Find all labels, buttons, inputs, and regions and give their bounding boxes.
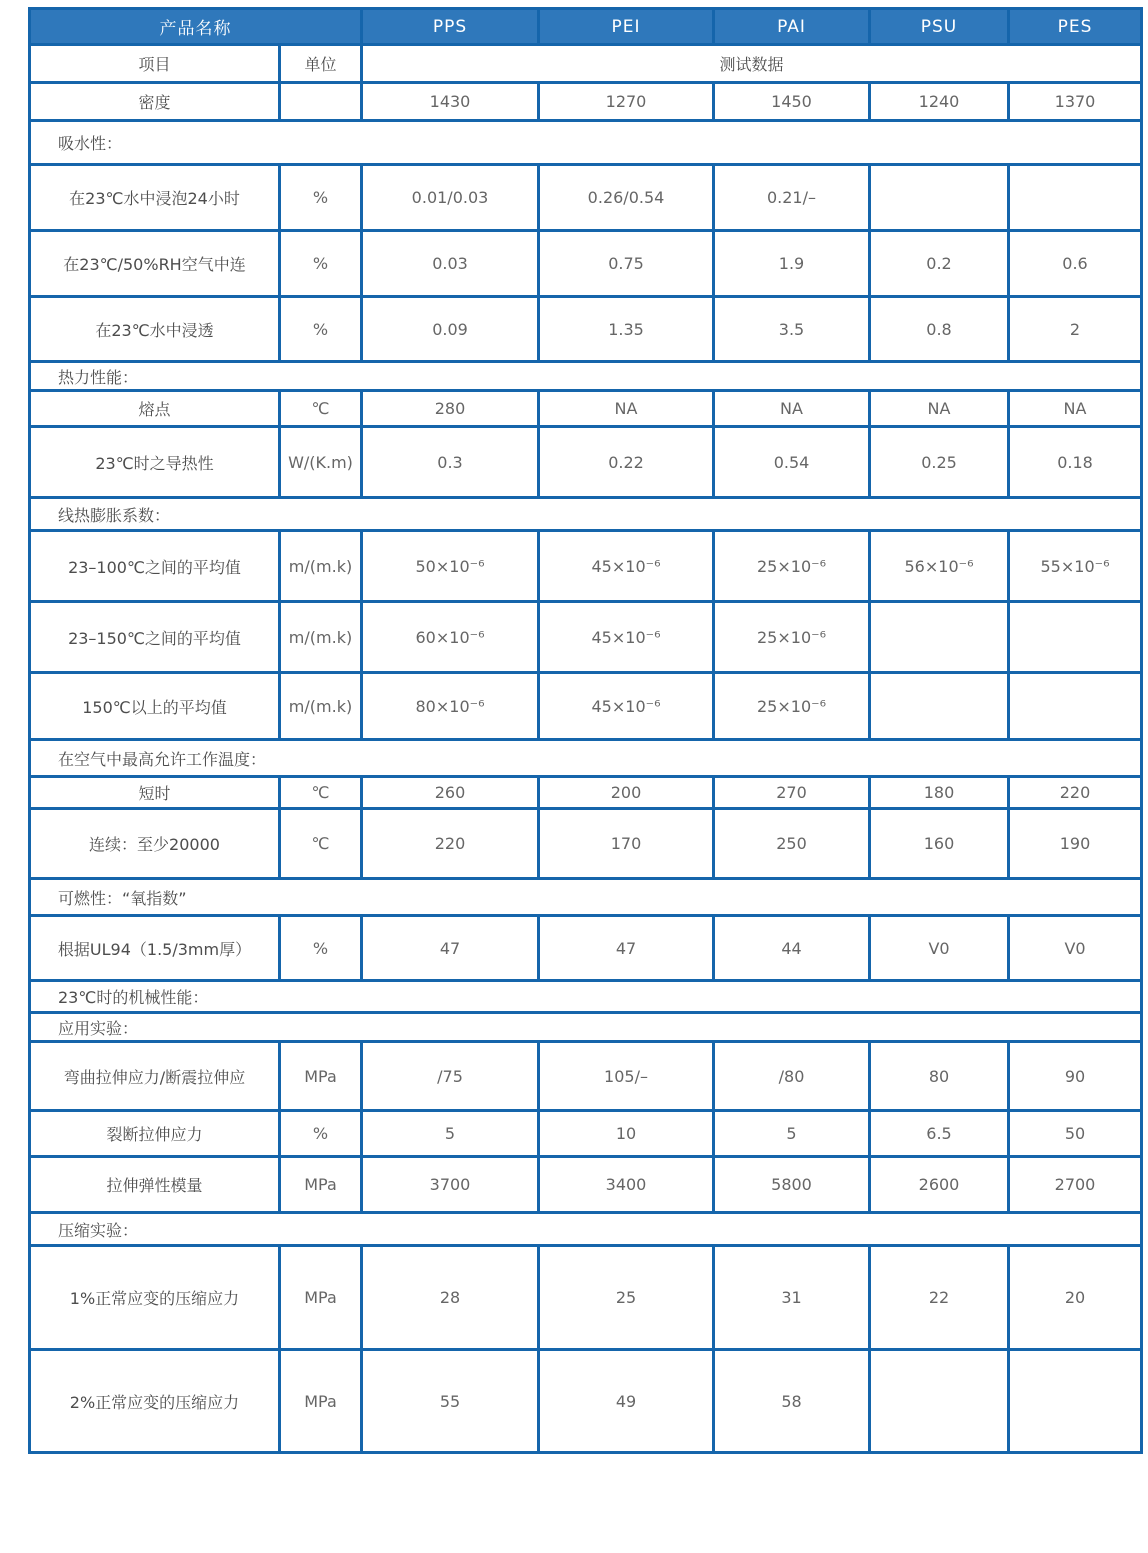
row-label: 23–100℃之间的平均值 <box>30 531 280 602</box>
value-cell: 45×10⁻⁶ <box>539 602 714 673</box>
value-cell: 55 <box>362 1350 539 1453</box>
data-row <box>30 83 1142 121</box>
product-column-header: PSU <box>870 9 1009 45</box>
value-cell: 220 <box>362 809 539 879</box>
value-cell: NA <box>714 391 870 427</box>
value-cell: 1.35 <box>539 297 714 362</box>
product-name-header: 产品名称 <box>30 9 362 45</box>
row-label: 熔点 <box>30 391 280 427</box>
product-column-header: PES <box>1009 9 1142 45</box>
value-cell: 20 <box>1009 1246 1142 1350</box>
value-cell <box>1009 602 1142 673</box>
value-cell: 260 <box>362 777 539 809</box>
value-cell <box>1009 673 1142 740</box>
data-row <box>30 391 1142 427</box>
value-cell: 50 <box>1009 1111 1142 1157</box>
data-row <box>30 1111 1142 1157</box>
row-label: 短时 <box>30 777 280 809</box>
unit-cell: % <box>280 916 362 981</box>
value-cell: 200 <box>539 777 714 809</box>
unit-cell: ℃ <box>280 777 362 809</box>
data-row <box>30 673 1142 740</box>
value-cell: 1430 <box>362 83 539 121</box>
row-label: 连续：至少20000 <box>30 809 280 879</box>
value-cell: 28 <box>362 1246 539 1350</box>
value-cell: 58 <box>714 1350 870 1453</box>
section-row <box>30 1213 1142 1246</box>
data-row <box>30 1350 1142 1453</box>
section-label: 压缩实验： <box>30 1213 1142 1246</box>
value-cell: 56×10⁻⁶ <box>870 531 1009 602</box>
row-label: 1%正常应变的压缩应力 <box>30 1246 280 1350</box>
value-cell: 0.25 <box>870 427 1009 498</box>
subheader-row <box>30 45 1142 83</box>
product-column-header: PPS <box>362 9 539 45</box>
value-cell: 49 <box>539 1350 714 1453</box>
value-cell: 160 <box>870 809 1009 879</box>
value-cell: 44 <box>714 916 870 981</box>
row-label: 根据UL94（1.5/3mm厚） <box>30 916 280 981</box>
value-cell: V0 <box>870 916 1009 981</box>
data-row <box>30 165 1142 231</box>
data-row <box>30 777 1142 809</box>
row-label: 在23℃水中浸泡24小时 <box>30 165 280 231</box>
section-label: 热力性能： <box>30 362 1142 391</box>
data-row <box>30 602 1142 673</box>
value-cell: 0.54 <box>714 427 870 498</box>
value-cell: NA <box>870 391 1009 427</box>
value-cell: 25×10⁻⁶ <box>714 602 870 673</box>
section-label: 吸水性： <box>30 121 1142 165</box>
unit-cell: MPa <box>280 1157 362 1213</box>
value-cell: 105/– <box>539 1042 714 1111</box>
data-row <box>30 1246 1142 1350</box>
value-cell: 1270 <box>539 83 714 121</box>
value-cell: 1240 <box>870 83 1009 121</box>
value-cell: V0 <box>1009 916 1142 981</box>
unit-cell: m/(m.k) <box>280 531 362 602</box>
value-cell: 0.8 <box>870 297 1009 362</box>
value-cell <box>870 602 1009 673</box>
unit-cell: ℃ <box>280 391 362 427</box>
value-cell: 25×10⁻⁶ <box>714 673 870 740</box>
value-cell: 1450 <box>714 83 870 121</box>
value-cell: 22 <box>870 1246 1009 1350</box>
value-cell: 90 <box>1009 1042 1142 1111</box>
value-cell: 2700 <box>1009 1157 1142 1213</box>
unit-cell: m/(m.k) <box>280 602 362 673</box>
row-label: 拉伸弹性模量 <box>30 1157 280 1213</box>
value-cell: 0.75 <box>539 231 714 297</box>
section-label: 在空气中最高允许工作温度： <box>30 740 1142 777</box>
value-cell: 3400 <box>539 1157 714 1213</box>
row-label: 在23℃/50%RH空气中连 <box>30 231 280 297</box>
data-row <box>30 809 1142 879</box>
unit-cell: % <box>280 297 362 362</box>
value-cell: 0.09 <box>362 297 539 362</box>
value-cell <box>1009 165 1142 231</box>
value-cell: 50×10⁻⁶ <box>362 531 539 602</box>
value-cell: 45×10⁻⁶ <box>539 531 714 602</box>
item-column-header: 项目 <box>30 45 280 83</box>
value-cell: 3.5 <box>714 297 870 362</box>
section-row <box>30 121 1142 165</box>
value-cell <box>1009 1350 1142 1453</box>
unit-cell: W/(K.m) <box>280 427 362 498</box>
section-label: 应用实验： <box>30 1013 1142 1042</box>
value-cell: 31 <box>714 1246 870 1350</box>
value-cell: 0.3 <box>362 427 539 498</box>
table-header-row <box>30 9 1142 45</box>
section-row <box>30 981 1142 1013</box>
value-cell: NA <box>539 391 714 427</box>
unit-cell: % <box>280 1111 362 1157</box>
value-cell: 0.01/0.03 <box>362 165 539 231</box>
value-cell: 5 <box>362 1111 539 1157</box>
section-row <box>30 498 1142 531</box>
section-row <box>30 879 1142 916</box>
value-cell: 47 <box>539 916 714 981</box>
unit-cell: MPa <box>280 1246 362 1350</box>
value-cell: 1370 <box>1009 83 1142 121</box>
data-row <box>30 916 1142 981</box>
value-cell <box>870 673 1009 740</box>
section-row <box>30 1013 1142 1042</box>
value-cell: 3700 <box>362 1157 539 1213</box>
value-cell: /80 <box>714 1042 870 1111</box>
test-data-header: 测试数据 <box>362 45 1142 83</box>
value-cell: 10 <box>539 1111 714 1157</box>
value-cell: 180 <box>870 777 1009 809</box>
value-cell: 80 <box>870 1042 1009 1111</box>
section-label: 23℃时的机械性能： <box>30 981 1142 1013</box>
row-label: 23–150℃之间的平均值 <box>30 602 280 673</box>
value-cell <box>870 165 1009 231</box>
section-row <box>30 740 1142 777</box>
unit-cell: % <box>280 231 362 297</box>
value-cell: 0.18 <box>1009 427 1142 498</box>
row-label: 裂断拉伸应力 <box>30 1111 280 1157</box>
value-cell: 80×10⁻⁶ <box>362 673 539 740</box>
unit-cell: ℃ <box>280 809 362 879</box>
value-cell: 25×10⁻⁶ <box>714 531 870 602</box>
data-row <box>30 427 1142 498</box>
value-cell: 2 <box>1009 297 1142 362</box>
unit-column-header: 单位 <box>280 45 362 83</box>
unit-cell: MPa <box>280 1350 362 1453</box>
value-cell: 170 <box>539 809 714 879</box>
data-row <box>30 531 1142 602</box>
unit-cell: MPa <box>280 1042 362 1111</box>
value-cell: 250 <box>714 809 870 879</box>
value-cell: 1.9 <box>714 231 870 297</box>
value-cell: NA <box>1009 391 1142 427</box>
value-cell: 0.6 <box>1009 231 1142 297</box>
value-cell: 60×10⁻⁶ <box>362 602 539 673</box>
value-cell: 270 <box>714 777 870 809</box>
data-row <box>30 297 1142 362</box>
value-cell: 5800 <box>714 1157 870 1213</box>
value-cell: 47 <box>362 916 539 981</box>
data-row <box>30 1157 1142 1213</box>
value-cell: 25 <box>539 1246 714 1350</box>
unit-cell <box>280 83 362 121</box>
section-label: 可燃性：“氧指数” <box>30 879 1142 916</box>
product-column-header: PEI <box>539 9 714 45</box>
row-label: 弯曲拉伸应力/断震拉伸应 <box>30 1042 280 1111</box>
row-label: 150℃以上的平均值 <box>30 673 280 740</box>
row-label: 23℃时之导热性 <box>30 427 280 498</box>
product-spec-table <box>28 7 1143 1454</box>
value-cell: 220 <box>1009 777 1142 809</box>
unit-cell: m/(m.k) <box>280 673 362 740</box>
value-cell <box>870 1350 1009 1453</box>
value-cell: 0.03 <box>362 231 539 297</box>
value-cell: 5 <box>714 1111 870 1157</box>
section-row <box>30 362 1142 391</box>
row-label: 密度 <box>30 83 280 121</box>
section-label: 线热膨胀系数： <box>30 498 1142 531</box>
data-row <box>30 1042 1142 1111</box>
value-cell: 2600 <box>870 1157 1009 1213</box>
data-row <box>30 231 1142 297</box>
value-cell: /75 <box>362 1042 539 1111</box>
value-cell: 190 <box>1009 809 1142 879</box>
row-label: 在23℃水中浸透 <box>30 297 280 362</box>
value-cell: 0.21/– <box>714 165 870 231</box>
product-column-header: PAI <box>714 9 870 45</box>
value-cell: 6.5 <box>870 1111 1009 1157</box>
value-cell: 0.26/0.54 <box>539 165 714 231</box>
value-cell: 0.22 <box>539 427 714 498</box>
unit-cell: % <box>280 165 362 231</box>
value-cell: 0.2 <box>870 231 1009 297</box>
value-cell: 280 <box>362 391 539 427</box>
row-label: 2%正常应变的压缩应力 <box>30 1350 280 1453</box>
value-cell: 55×10⁻⁶ <box>1009 531 1142 602</box>
value-cell: 45×10⁻⁶ <box>539 673 714 740</box>
